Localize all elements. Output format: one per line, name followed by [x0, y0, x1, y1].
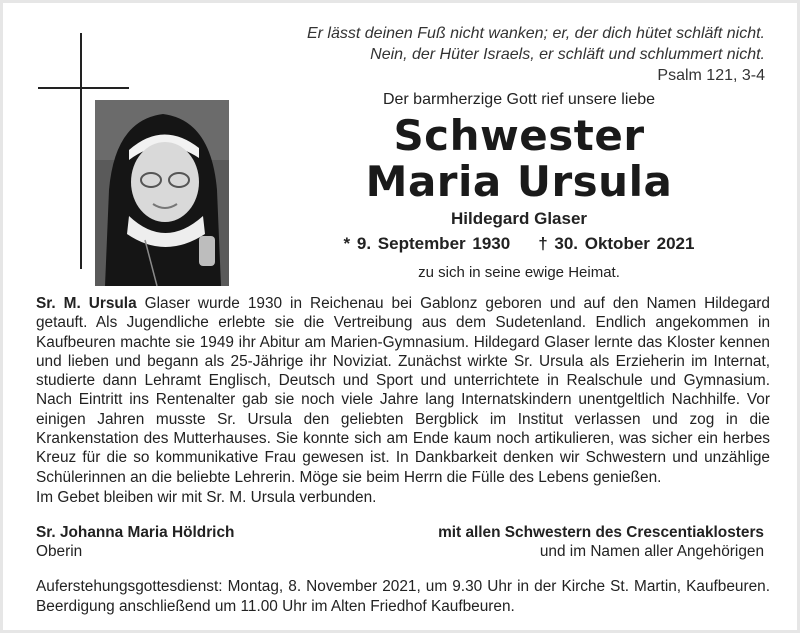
cross-icon-vertical: [80, 33, 82, 269]
signature-left: [36, 523, 234, 561]
verse-line-2: Nein, der Hüter Israels, er schläft und schlummert nicht.: [370, 46, 765, 63]
verse-line-1: Er lässt deinen Fuß nicht wanken; er, der dich hütet schläft nicht.: [306, 25, 765, 42]
closing-line: zu sich in seine ewige Heimat.: [418, 264, 620, 281]
birth-name: Hildegard Glaser: [450, 209, 588, 228]
verse-reference: Psalm 121, 3-4: [657, 67, 765, 84]
signature-right: [438, 523, 764, 561]
prayer-line: Im Gebet bleiben wir mit Sr. M. Ursula verbunden.: [36, 489, 377, 506]
biography-lead-name: Sr. M. Ursula: [36, 295, 137, 312]
birth-date: * 9. September 1930: [343, 234, 511, 253]
psalm-verse: [205, 23, 765, 86]
community-line: mit allen Schwestern des Crescentiaklosters: [438, 524, 764, 541]
biography-text: [36, 294, 770, 487]
service-info: Auferstehungsgottesdienst: Montag, 8. November 2021, um 9.30 Uhr in der Kirche St. Martin, Kaufbeuren. Beerdigung anschließend um 11.00 Uhr im Alten Friedhof Kaufbeuren.: [36, 578, 770, 615]
name-line-1: Schwester: [393, 111, 645, 160]
intro-text: Der barmherzige Gott rief unsere liebe: [382, 91, 656, 108]
life-dates: [229, 234, 800, 254]
death-date: † 30. Oktober 2021: [538, 234, 695, 253]
portrait-photo: [95, 100, 229, 286]
signatory-role: Oberin: [36, 543, 83, 560]
cross-icon-horizontal: [38, 87, 129, 89]
relatives-line: und im Namen aller Angehörigen: [539, 543, 764, 560]
biography-body: Glaser wurde 1930 in Reichenau bei Gablonz geboren und auf den Namen Hildegard getauft. Als Jugendliche erlebte sie die Vertreibung aus dem Sudetenland. Endlich angekommen in Kaufbeuren machte sie 1949 ihr Abitur am Marien-Gymnasium. Hildegard Glaser lernte das Kloster kennen und lieben und begann als 25-Jährige ihr Noviziat. Zunächst wirkte Sr. Ursula als Erzieherin im Internat, studierte dann Lehramt Englisch, Deutsch und Sport und unterrichtete in Realschule und Gymnasium. Nach Eintritt ins Rentenalter gab sie noch viele Jahre lang Internatskindern unentgeltlich Nachhilfe. Vor einigen Jahren musste Sr. Ursula den geliebten Bergblick im Institut verlassen und zog in die Krankenstation des Mutterhauses. Sie konnte sich am Ende kaum noch artikulieren, was sicher ein herbes Kreuz für die so kommunikative Frau gewesen ist. In Dankbarkeit denken wir Schwestern und unzählige Schülerinnen an die beliebte Lehrerin. Möge sie beim Herrn die Fülle des Lebens genießen.: [36, 295, 770, 486]
deceased-name: [229, 113, 800, 205]
signatory-name: Sr. Johanna Maria Höldrich: [36, 524, 235, 541]
name-line-2: Maria Ursula: [365, 157, 673, 206]
